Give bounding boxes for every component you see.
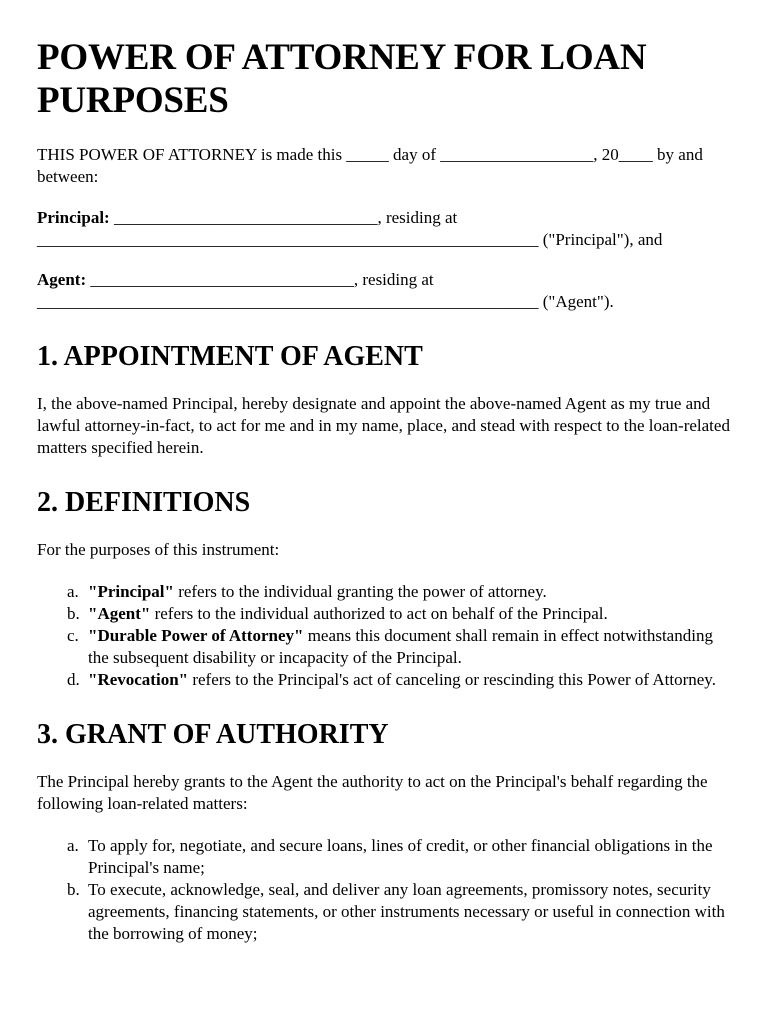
document-title: POWER OF ATTORNEY FOR LOAN PURPOSES	[37, 37, 647, 121]
list-item	[37, 625, 733, 669]
authority-text: To apply for, negotiate, and secure loans, lines of credit, or other financial obligations in the Principal's name;	[88, 836, 713, 877]
definition-text: refers to the Principal's act of canceling or rescinding this Power of Attorney.	[188, 670, 716, 689]
list-marker: c.	[67, 626, 79, 645]
definition-text: refers to the individual authorized to act on behalf of the Principal.	[150, 604, 608, 623]
definition-text: means this document shall remain in effect notwithstanding the subsequent disability or incapacity of the Principal.	[88, 626, 713, 667]
list-marker: b.	[67, 880, 80, 899]
authority-text: To execute, acknowledge, seal, and deliver any loan agreements, promissory notes, security agreements, financing statements, or other instruments necessary or useful in connection with the borrowing of money;	[88, 880, 725, 943]
definition-term: "Revocation"	[88, 670, 189, 689]
list-item	[37, 669, 733, 691]
list-item	[37, 581, 733, 603]
definition-term: "Principal"	[88, 582, 174, 601]
definition-term: "Durable Power of Attorney"	[88, 626, 304, 645]
section-heading-definitions: 2. DEFINITIONS	[37, 487, 251, 518]
definition-term: "Agent"	[88, 604, 151, 623]
section-body-grant-of-authority: The Principal hereby grants to the Agent the authority to act on the Principal's behalf regarding the following loan-related matters:	[37, 772, 708, 813]
principal-paragraph	[37, 207, 733, 251]
principal-text: _______________________________, residing at ___________________________________________________________ ("Principal"), and	[37, 208, 663, 249]
list-marker: d.	[67, 670, 80, 689]
section-heading-appointment: 1. APPOINTMENT OF AGENT	[37, 341, 423, 372]
list-marker: a.	[67, 582, 79, 601]
agent-paragraph	[37, 269, 733, 313]
list-item	[37, 835, 733, 879]
list-marker: b.	[67, 604, 80, 623]
definition-text: refers to the individual granting the power of attorney.	[173, 582, 547, 601]
principal-label: Principal:	[37, 208, 110, 227]
section-heading-grant-of-authority: 3. GRANT OF AUTHORITY	[37, 719, 389, 750]
intro-paragraph: THIS POWER OF ATTORNEY is made this _____ day of __________________, 20____ by and between:	[37, 145, 703, 186]
section-body-appointment: I, the above-named Principal, hereby designate and appoint the above-named Agent as my true and lawful attorney-in-fact, to act for me and in my name, place, and stead with respect to the loan-related matters specified herein.	[37, 394, 730, 457]
list-item	[37, 879, 733, 945]
definitions-list	[37, 581, 733, 691]
agent-text: _______________________________, residing at ___________________________________________________________ ("Agent").	[37, 270, 614, 311]
list-item	[37, 603, 733, 625]
authority-list	[37, 835, 733, 945]
section-body-definitions: For the purposes of this instrument:	[37, 540, 280, 559]
agent-label: Agent:	[37, 270, 87, 289]
list-marker: a.	[67, 836, 79, 855]
